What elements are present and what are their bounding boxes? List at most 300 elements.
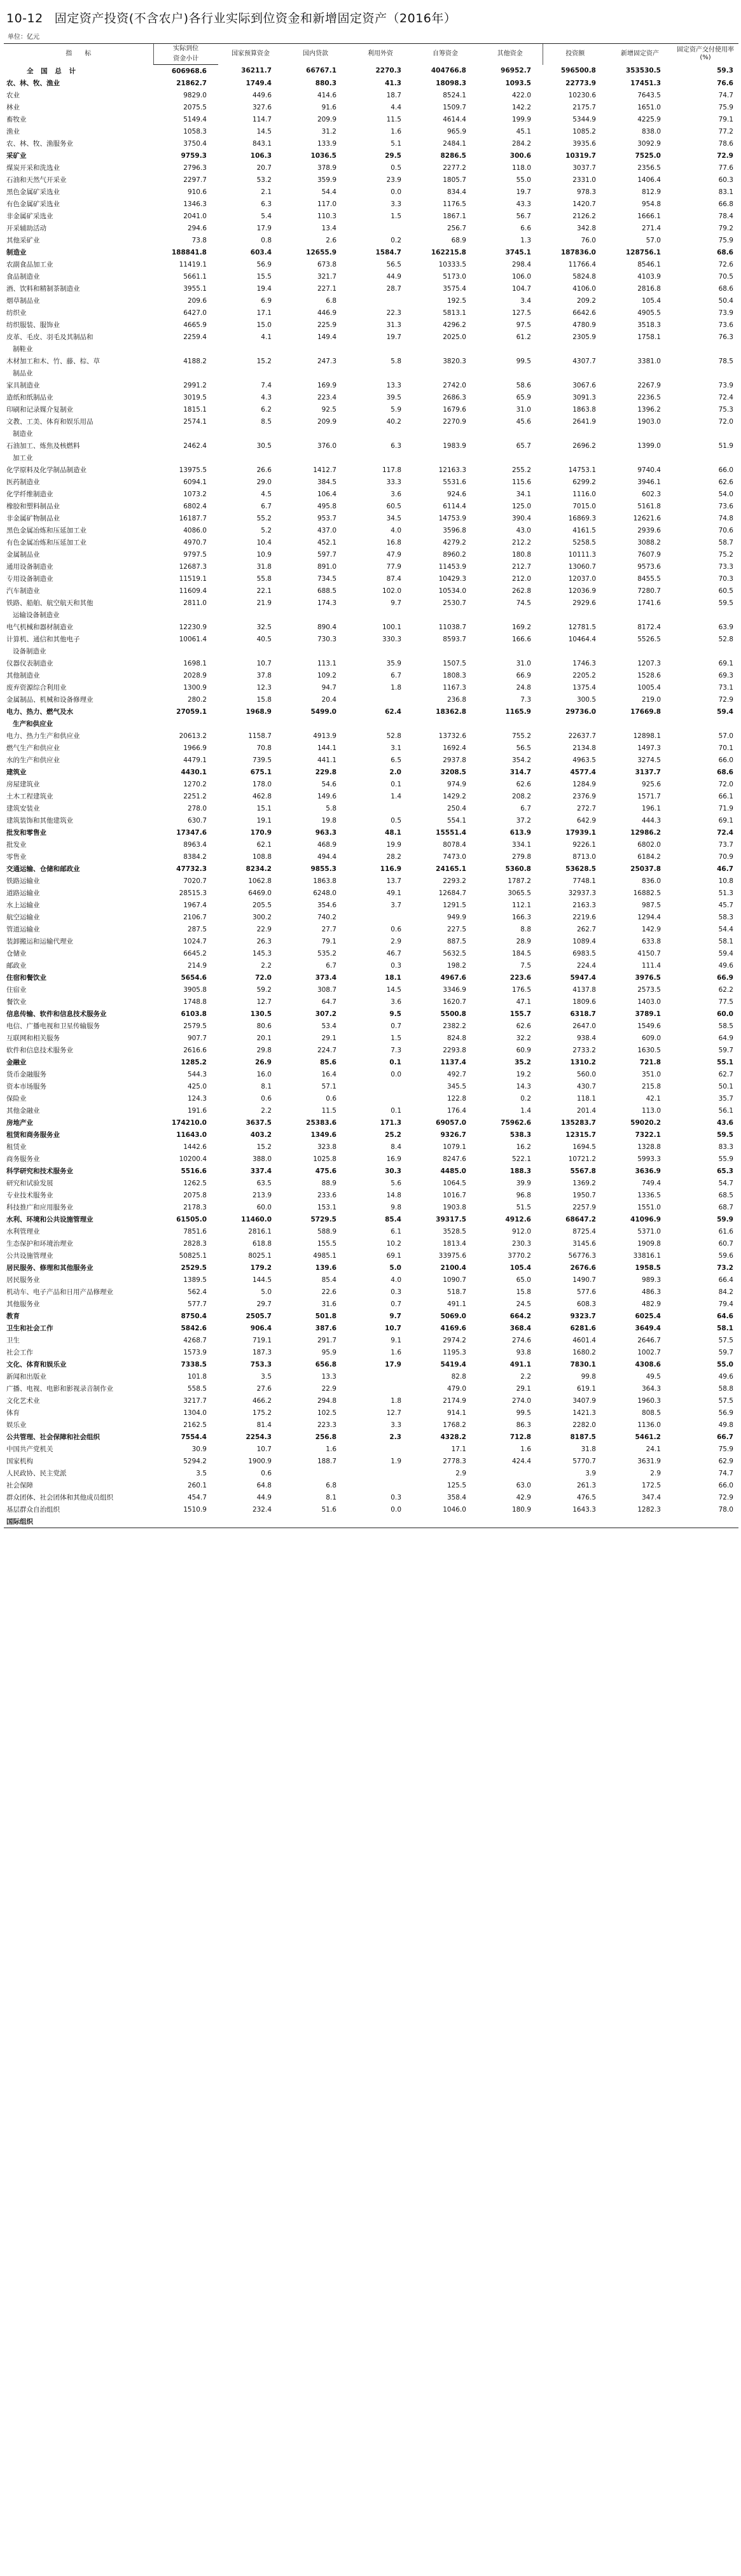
cell-value: 1694.5: [572, 1143, 596, 1151]
cell-value: 618.8: [252, 1239, 272, 1248]
cell-value: 24165.1: [436, 865, 466, 873]
cell-value: 24.1: [646, 1445, 661, 1453]
cell-value: 2382.2: [443, 1022, 466, 1030]
cell-value: 673.8: [317, 260, 336, 268]
cell-value: 3770.2: [508, 1251, 531, 1260]
cell-value: 166.6: [511, 635, 531, 643]
cell-value: 7322.1: [635, 1131, 661, 1139]
cell-value: 345.5: [447, 1082, 466, 1090]
cell-value: 5371.0: [637, 1227, 661, 1236]
cell-value: 54.0: [718, 490, 733, 498]
cell-value: 15.2: [256, 1143, 272, 1151]
cell-value: [543, 718, 607, 730]
cell-value: 492.7: [447, 1070, 466, 1078]
cell-value: 5344.9: [572, 115, 596, 123]
cell-value: 72.4: [717, 828, 733, 837]
cell-value: 4479.1: [183, 756, 207, 764]
table-row: [4, 1092, 738, 1104]
cell-value: 55.0: [717, 1360, 733, 1368]
row-label: 制造业: [6, 249, 27, 256]
cell-value: 52.8: [386, 732, 401, 740]
cell-value: 3.1: [391, 744, 401, 752]
cell-value: 3037.7: [572, 164, 596, 172]
row-label: 通用设备制造业: [6, 563, 53, 571]
row-label: 广播、电视、电影和影视录音制作业: [6, 1385, 113, 1393]
cell-value: 2267.9: [637, 381, 661, 389]
cell-value: 974.9: [447, 780, 466, 788]
cell-value: 6.7: [261, 502, 272, 510]
cell-value: 2974.2: [443, 1336, 466, 1344]
cell-value: 6.1: [391, 1227, 401, 1236]
cell-value: [413, 367, 478, 379]
cell-value: 26.6: [256, 466, 272, 474]
cell-value: 2811.0: [183, 599, 207, 607]
cell-value: 437.0: [317, 526, 336, 534]
cell-value: [153, 343, 218, 355]
cell-value: [607, 343, 672, 355]
cell-value: 619.1: [576, 1384, 596, 1393]
table-row: [4, 89, 738, 101]
cell-value: 153.1: [317, 1203, 336, 1211]
cell-value: 262.7: [576, 925, 596, 933]
cell-value: 81.4: [256, 1421, 272, 1429]
cell-value: 29.1: [516, 1384, 531, 1393]
cell-value: 78.0: [718, 1505, 733, 1514]
cell-value: 58.1: [717, 1324, 733, 1332]
cell-value: 0.2: [391, 236, 401, 244]
cell-value: 1.5: [391, 1034, 401, 1042]
row-label: 互联网和相关服务: [6, 1034, 60, 1042]
cell-value: 1.8: [391, 683, 401, 692]
cell-value: 1903.0: [637, 417, 661, 426]
header-indicator: 指 标: [4, 44, 153, 65]
row-label: 仪器仪表制造业: [6, 660, 53, 667]
row-label: 印刷和记录媒介复制业: [6, 406, 73, 414]
cell-value: 74.7: [718, 1469, 733, 1477]
cell-value: 1620.7: [443, 998, 466, 1006]
cell-value: 522.1: [511, 1155, 531, 1163]
cell-value: 0.0: [391, 188, 401, 196]
cell-value: 925.6: [641, 780, 661, 788]
cell-value: 26.3: [256, 937, 272, 945]
table-row: [4, 307, 738, 319]
cell-value: 1.3: [520, 236, 531, 244]
cell-value: 7525.0: [635, 151, 661, 160]
row-label: 采矿业: [6, 152, 27, 160]
table-row: [4, 693, 738, 706]
cell-value: [672, 1515, 738, 1528]
cell-value: 29736.0: [565, 707, 596, 716]
cell-value: 4.1: [261, 333, 272, 341]
cell-value: 14.8: [386, 1191, 401, 1199]
cell-value: 1336.5: [637, 1191, 661, 1199]
cell-value: 4614.4: [443, 115, 466, 123]
page-title: [6, 9, 737, 26]
cell-value: 58.1: [718, 937, 733, 945]
cell-value: 1207.3: [637, 659, 661, 667]
cell-value: 2696.2: [572, 442, 596, 450]
row-label: 非金属矿采选业: [6, 212, 53, 220]
table-row: [4, 766, 738, 778]
table-row: [4, 984, 738, 996]
cell-value: 8.1: [326, 1493, 336, 1501]
cell-value: 12655.9: [306, 248, 336, 256]
cell-value: 364.3: [641, 1384, 661, 1393]
cell-value: [607, 1515, 672, 1528]
cell-value: 9.8: [391, 1203, 401, 1211]
cell-value: [218, 428, 283, 440]
cell-value: 30.5: [256, 442, 272, 450]
cell-value: 1958.5: [635, 1264, 661, 1272]
table-row: [4, 790, 738, 802]
row-label: 租赁业: [6, 1143, 27, 1151]
cell-value: 155.5: [317, 1239, 336, 1248]
cell-value: 7643.5: [637, 91, 661, 99]
cell-value: 1.6: [326, 1445, 336, 1453]
cell-value: 4970.7: [183, 538, 207, 547]
table-row: [4, 1443, 738, 1455]
cell-value: 77.6: [718, 164, 733, 172]
cell-value: 1024.7: [183, 937, 207, 945]
cell-value: 1.6: [391, 127, 401, 136]
cell-value: 294.6: [187, 224, 207, 232]
cell-value: 7607.9: [637, 550, 661, 559]
cell-value: [218, 645, 283, 657]
cell-value: 102.5: [317, 1409, 336, 1417]
table-row: [4, 452, 738, 464]
cell-value: 978.3: [576, 188, 596, 196]
cell-value: 49.8: [718, 1421, 733, 1429]
cell-value: 55.9: [718, 1155, 733, 1163]
row-label: 开采辅助活动: [6, 225, 46, 232]
cell-value: 101.8: [187, 1372, 207, 1381]
cell-value: 11766.4: [568, 260, 596, 268]
table-row: [4, 1020, 738, 1032]
cell-value: 29.0: [256, 478, 272, 486]
cell-value: 29.8: [256, 1046, 272, 1054]
cell-value: 72.9: [718, 695, 733, 704]
cell-value: 4188.2: [183, 357, 207, 365]
cell-value: [543, 343, 607, 355]
cell-value: 10230.6: [568, 91, 596, 99]
cell-value: 8960.2: [443, 550, 466, 559]
cell-value: 1758.1: [637, 333, 661, 341]
cell-value: 208.2: [511, 792, 531, 800]
cell-value: 2529.5: [181, 1264, 207, 1272]
cell-value: 30.3: [385, 1167, 401, 1175]
cell-value: 224.7: [317, 1046, 336, 1054]
cell-value: 50.4: [718, 296, 733, 305]
cell-value: 9797.5: [183, 550, 207, 559]
table-row: [4, 210, 738, 222]
cell-value: [478, 645, 543, 657]
row-label: 信息传输、软件和信息技术服务业: [6, 1010, 107, 1018]
cell-value: 7473.0: [443, 853, 466, 861]
cell-value: 4137.8: [572, 985, 596, 994]
cell-value: 8384.2: [183, 853, 207, 861]
cell-value: 11460.0: [241, 1215, 272, 1223]
cell-value: 79.2: [718, 224, 733, 232]
cell-value: 10319.7: [565, 151, 596, 160]
cell-value: 337.4: [250, 1167, 272, 1175]
cell-value: 21.9: [256, 599, 272, 607]
table-row: [4, 802, 738, 814]
cell-value: 824.8: [447, 1034, 466, 1042]
cell-value: 1064.5: [443, 1179, 466, 1187]
cell-value: 79.1: [321, 937, 336, 945]
cell-value: 13.7: [386, 877, 401, 885]
cell-value: 12898.1: [633, 732, 661, 740]
cell-value: 449.6: [252, 91, 272, 99]
cell-value: 1403.0: [637, 998, 661, 1006]
cell-value: 35.9: [386, 659, 401, 667]
table-row: [4, 319, 738, 331]
cell-value: 4665.9: [183, 321, 207, 329]
cell-value: 712.8: [509, 1433, 531, 1441]
cell-value: 2178.3: [183, 1203, 207, 1211]
cell-value: 199.9: [511, 115, 531, 123]
cell-value: 108.8: [252, 853, 272, 861]
cell-value: [348, 1370, 413, 1382]
cell-value: 1967.4: [183, 901, 207, 909]
cell-value: 28.2: [386, 853, 401, 861]
cell-value: 24.5: [516, 1300, 531, 1308]
cell-value: 1167.3: [443, 683, 466, 692]
cell-value: 1079.1: [443, 1143, 466, 1151]
cell-value: 6645.2: [183, 949, 207, 957]
cell-value: 6802.0: [637, 840, 661, 849]
cell-value: 1507.5: [443, 659, 466, 667]
cell-value: 688.5: [317, 587, 336, 595]
cell-value: 14753.9: [438, 514, 466, 522]
cell-value: 24.8: [516, 683, 531, 692]
row-label: 公共管理、社会保障和社会组织: [6, 1433, 100, 1441]
cell-value: 1291.5: [443, 901, 466, 909]
cell-value: 354.6: [317, 901, 336, 909]
cell-value: 0.1: [391, 1106, 401, 1115]
cell-value: 192.5: [447, 296, 466, 305]
row-label: 水的生产和供应业: [6, 756, 60, 764]
cell-value: 910.6: [187, 188, 207, 196]
cell-value: [153, 1515, 218, 1528]
cell-value: 19.4: [256, 284, 272, 293]
cell-value: 3065.5: [508, 889, 531, 897]
row-label: 中国共产党机关: [6, 1445, 53, 1453]
cell-value: 10.8: [718, 877, 733, 885]
cell-value: 68.5: [718, 1191, 733, 1199]
cell-value: 2.9: [455, 1469, 466, 1477]
cell-value: 609.0: [641, 1034, 661, 1042]
row-label: 房屋建筑业: [6, 781, 40, 788]
cell-value: 4905.5: [637, 309, 661, 317]
cell-value: 99.5: [516, 1409, 531, 1417]
cell-value: 227.5: [447, 925, 466, 933]
cell-value: 6.7: [391, 671, 401, 679]
table-row: [4, 1129, 738, 1141]
cell-value: 57.0: [718, 732, 733, 740]
table-row: [4, 258, 738, 270]
cell-value: 233.6: [317, 1191, 336, 1199]
cell-value: 72.6: [718, 260, 733, 268]
row-label: 批发业: [6, 841, 27, 849]
cell-value: 1016.7: [443, 1191, 466, 1199]
row-label: 黑色金属冶炼和压延加工业: [6, 527, 87, 534]
cell-value: 4430.1: [181, 768, 207, 776]
row-label: 橡胶和塑料制品业: [6, 503, 60, 510]
cell-value: 66.7: [717, 1433, 733, 1441]
cell-value: 56.5: [516, 744, 531, 752]
cell-value: 72.0: [255, 973, 272, 982]
row-label: 居民服务、修理和其他服务业: [6, 1264, 93, 1272]
cell-value: 72.9: [717, 151, 733, 160]
cell-value: 3750.4: [183, 139, 207, 148]
cell-value: 2646.7: [637, 1336, 661, 1344]
table-row: [4, 464, 738, 476]
cell-value: 17347.6: [176, 828, 207, 837]
cell-value: 656.8: [315, 1360, 336, 1368]
row-label: 资本市场服务: [6, 1083, 46, 1090]
cell-value: 39.9: [516, 1179, 531, 1187]
cell-value: 180.9: [511, 1505, 531, 1514]
cell-value: 1176.5: [443, 200, 466, 208]
cell-value: 60.5: [386, 502, 401, 510]
cell-value: 3.4: [520, 296, 531, 305]
cell-value: 2126.2: [572, 212, 596, 220]
cell-value: 1966.9: [183, 744, 207, 752]
row-label: 纺织业: [6, 309, 27, 317]
cell-value: 22.3: [386, 309, 401, 317]
cell-value: 1399.0: [637, 442, 661, 450]
cell-value: [153, 367, 218, 379]
cell-value: [218, 367, 283, 379]
cell-value: 7.3: [520, 695, 531, 704]
cell-value: 85.6: [320, 1058, 336, 1066]
cell-value: 73.8: [191, 236, 207, 244]
cell-value: 66.1: [718, 792, 733, 800]
table-row: [4, 379, 738, 391]
cell-value: 31.0: [516, 405, 531, 414]
cell-value: 94.7: [321, 683, 336, 692]
cell-value: 491.1: [509, 1360, 531, 1368]
cell-value: 41.3: [385, 79, 401, 87]
cell-value: 9326.7: [440, 1131, 466, 1139]
cell-value: 14.5: [256, 127, 272, 136]
cell-value: 0.6: [326, 1094, 336, 1103]
table-row: [4, 1515, 738, 1528]
cell-value: 5258.5: [572, 538, 596, 547]
cell-value: [607, 367, 672, 379]
row-label: 电信、广播电视和卫星传输服务: [6, 1022, 100, 1030]
cell-value: 6184.2: [637, 853, 661, 861]
cell-value: 1950.7: [572, 1191, 596, 1199]
cell-value: 2254.3: [246, 1433, 272, 1441]
cell-value: 47.9: [386, 550, 401, 559]
cell-value: 5419.4: [440, 1360, 466, 1368]
cell-value: 62.7: [718, 1070, 733, 1078]
cell-value: 86.3: [516, 1421, 531, 1429]
cell-value: 3575.4: [443, 284, 466, 293]
cell-value: 3596.8: [443, 526, 466, 534]
cell-value: 308.7: [317, 985, 336, 994]
cell-value: 1346.3: [183, 200, 207, 208]
cell-value: 4328.2: [440, 1433, 466, 1441]
table-row: [4, 959, 738, 971]
cell-value: 2733.2: [572, 1046, 596, 1054]
row-label: 非金属矿物制品业: [6, 515, 60, 522]
table-row: [4, 512, 738, 524]
cell-value: 127.5: [511, 309, 531, 317]
cell-value: [607, 428, 672, 440]
table-row: [4, 331, 738, 343]
cell-value: 6.7: [326, 961, 336, 970]
row-label: 其他服务业: [6, 1300, 40, 1308]
cell-value: 5500.8: [440, 1010, 466, 1018]
cell-value: 112.1: [511, 901, 531, 909]
cell-value: 87.4: [386, 574, 401, 583]
table-row: [4, 899, 738, 911]
cell-value: 115.6: [511, 478, 531, 486]
cell-value: 77.5: [718, 998, 733, 1006]
cell-value: 73.1: [718, 683, 733, 692]
cell-value: 15.2: [256, 357, 272, 365]
cell-value: 954.8: [641, 200, 661, 208]
cell-value: [672, 367, 738, 379]
table-row: [4, 1068, 738, 1080]
cell-value: 169.9: [317, 381, 336, 389]
cell-value: 223.4: [317, 393, 336, 401]
cell-value: 486.3: [641, 1288, 661, 1296]
cell-value: 205.5: [252, 901, 272, 909]
table-row: [4, 1358, 738, 1370]
cell-value: 9829.0: [183, 91, 207, 99]
cell-value: 261.3: [576, 1481, 596, 1489]
cell-value: [218, 452, 283, 464]
cell-value: 3631.9: [637, 1457, 661, 1465]
row-label: 住宿和餐饮业: [6, 974, 46, 982]
cell-value: [413, 1515, 478, 1528]
table-row: [4, 1455, 738, 1467]
cell-value: 6.8: [326, 1481, 336, 1489]
cell-value: 7.3: [391, 1046, 401, 1054]
cell-value: 2.0: [389, 768, 401, 776]
cell-value: [543, 367, 607, 379]
cell-value: 26.9: [255, 1058, 272, 1066]
cell-value: 3145.6: [572, 1239, 596, 1248]
cell-value: 2162.5: [183, 1421, 207, 1429]
cell-value: 10.7: [385, 1324, 401, 1332]
row-label: 人民政协、民主党派: [6, 1470, 67, 1477]
cell-value: 3637.5: [246, 1118, 272, 1127]
cell-value: 39.5: [386, 393, 401, 401]
cell-value: 1389.5: [183, 1276, 207, 1284]
cell-value: 71.9: [718, 804, 733, 812]
cell-value: 10534.0: [438, 587, 466, 595]
cell-value: 1960.3: [637, 1396, 661, 1405]
cell-value: 31.0: [516, 659, 531, 667]
cell-value: 223.6: [509, 973, 531, 982]
cell-value: [413, 343, 478, 355]
cell-value: 1093.5: [505, 79, 531, 87]
cell-value: 9.1: [391, 1336, 401, 1344]
cell-value: 0.7: [391, 1022, 401, 1030]
cell-value: 300.6: [509, 151, 531, 160]
cell-value: 78.6: [718, 139, 733, 148]
cell-value: 25.2: [385, 1131, 401, 1139]
cell-value: 188.7: [317, 1457, 336, 1465]
cell-value: 987.5: [641, 901, 661, 909]
cell-value: 1.4: [391, 792, 401, 800]
cell-value: 351.0: [641, 1070, 661, 1078]
